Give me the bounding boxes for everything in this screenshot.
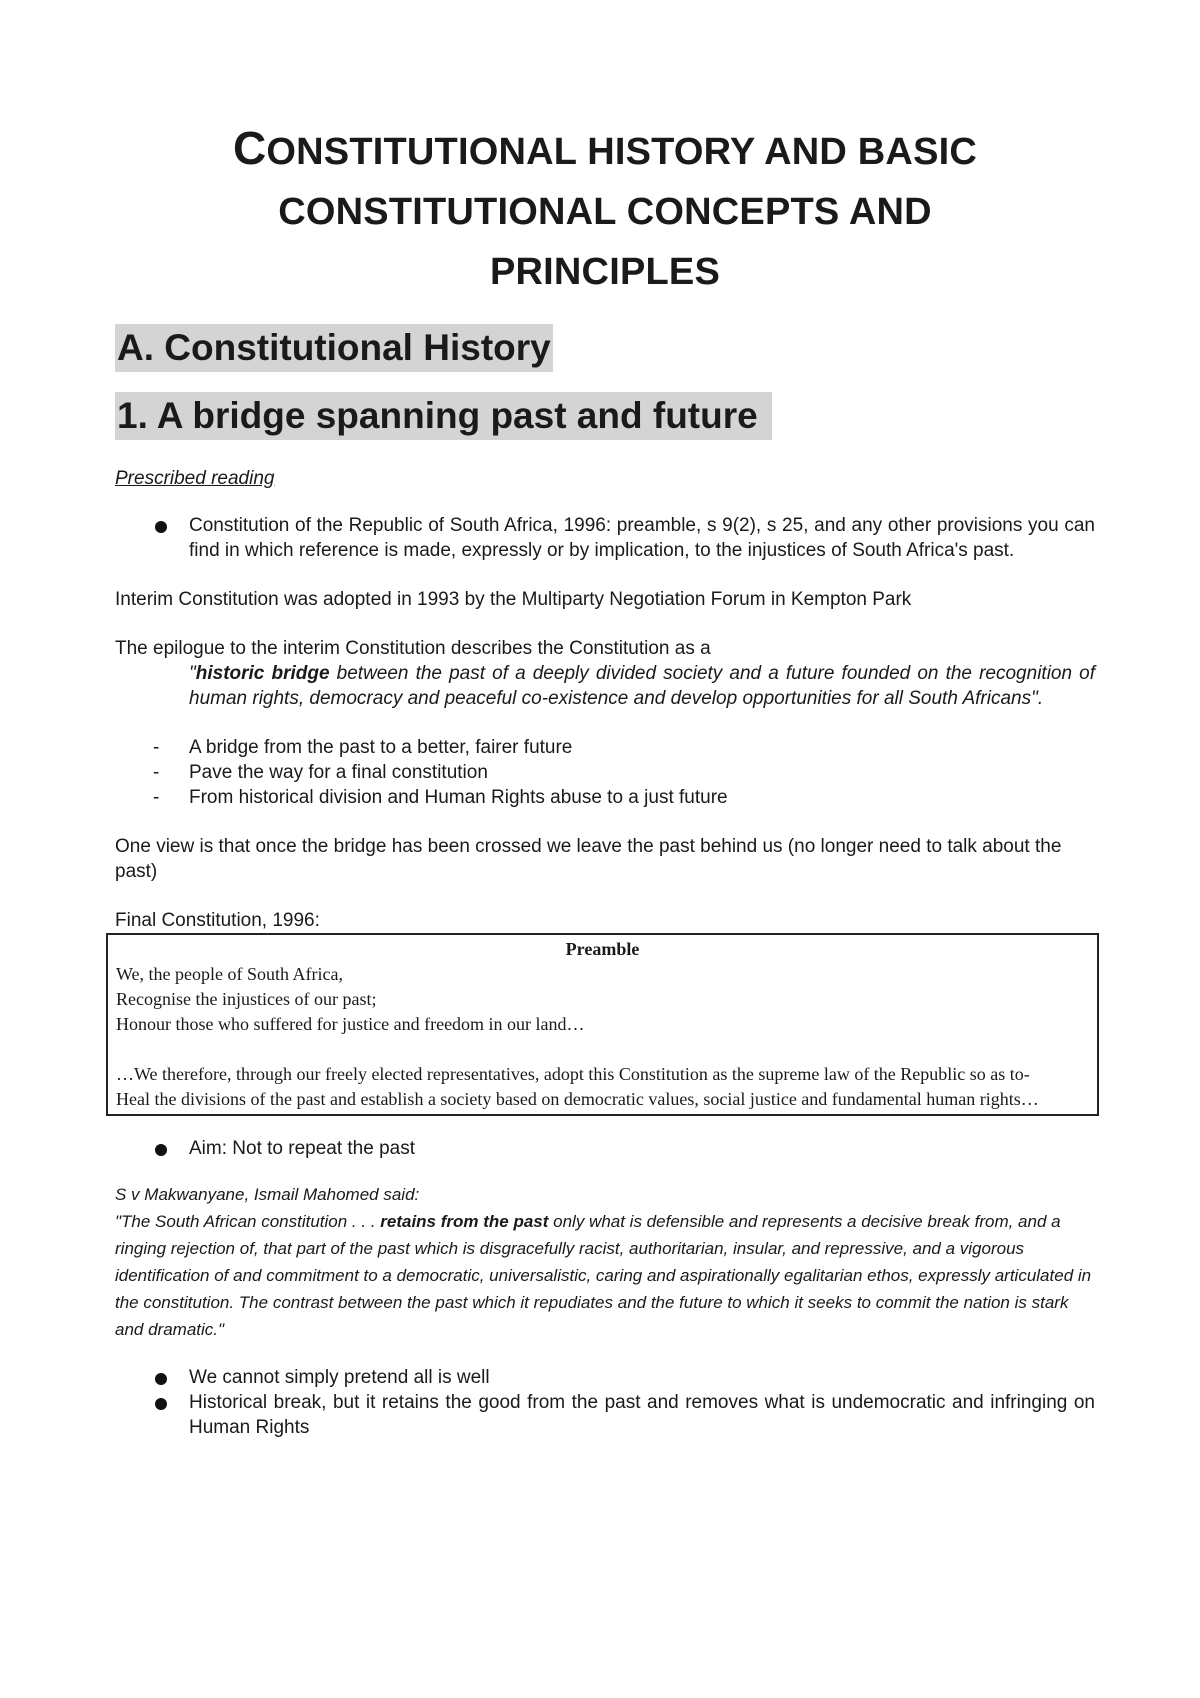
prescribed-reading-label-wrap <box>115 466 1095 491</box>
prescribed-reading-item: Constitution of the Republic of South Africa, 1996: preamble, s 9(2), s 25, and any other provisions you can find in which reference is made, expressly or by implication, to the injustices of South Africa's past. <box>115 513 1095 563</box>
conclusion-item: We cannot simply pretend all is well <box>115 1365 1095 1390</box>
case-quote-emphasis: retains from the past <box>380 1212 549 1231</box>
case-quote <box>115 1208 1095 1343</box>
prescribed-reading-list <box>115 513 1095 563</box>
case-heading: S v Makwanyane, Ismail Mahomed said: <box>115 1185 420 1204</box>
title-line-2: CONSTITUTIONAL CONCEPTS AND <box>278 191 932 233</box>
preamble-title: Preamble <box>565 939 640 959</box>
document-page <box>115 118 1095 1440</box>
preamble-blank-line <box>116 1037 1089 1062</box>
title-line-1 <box>155 118 1055 182</box>
preamble-line: We, the people of South Africa, <box>116 964 343 984</box>
case-quote-start: "The South African constitution . . . <box>115 1212 381 1231</box>
dash-item: - From historical division and Human Rights abuse to a just future <box>115 785 1095 810</box>
conclusion-list <box>115 1365 1095 1440</box>
epilogue-quote <box>115 661 1095 711</box>
prescribed-reading-label: Prescribed reading <box>115 468 275 489</box>
preamble-line: Heal the divisions of the past and establish a society based on democratic values, social justice and fundamental human rights… <box>116 1089 1039 1109</box>
quote-open-mark: " <box>189 663 196 684</box>
epilogue-quote-text: between the past of a deeply divided society and a future founded on the recognition of human rights, democracy and peaceful co-existence and develop opportunities for all South Africans <box>189 663 1095 709</box>
aim-item: Aim: Not to repeat the past <box>115 1136 1095 1161</box>
title-line-3: PRINCIPLES <box>489 251 721 293</box>
title-line-1-text: ONSTITUTIONAL HISTORY AND BASIC <box>266 131 978 173</box>
section-heading-1: 1. A bridge spanning past and future <box>115 392 772 440</box>
quote-close-mark: ". <box>1031 688 1044 709</box>
preamble-box <box>106 933 1099 1116</box>
preamble-line: …We therefore, through our freely elected representatives, adopt this Constitution as the supreme law of the Republic so as to- <box>116 1064 1030 1084</box>
final-constitution-label: Final Constitution, 1996: <box>115 910 320 931</box>
aim-list <box>115 1136 1095 1161</box>
historic-bridge-emphasis: historic bridge <box>195 663 330 684</box>
dash-item: - Pave the way for a final constitution <box>115 760 1095 785</box>
case-quote-rest: only what is defensible and represents a decisive break from, and a ringing rejection of, that part of the past which is disgracefully racist, authoritarian, insular, and repressive, and a vigorous identification of and commitment to a democratic, universalistic, caring and aspirationally egalitarian ethos, expressly articulated in the constitution. The contrast between the past which it repudiates and the future to which it seeks to commit the nation is stark and dramatic." <box>115 1212 1092 1339</box>
document-title <box>155 118 1055 302</box>
preamble-line: Recognise the injustices of our past; <box>116 989 377 1009</box>
title-initial-cap: C <box>232 122 267 174</box>
conclusion-item: Historical break, but it retains the good from the past and removes what is undemocratic and infringing on Human Rights <box>115 1390 1095 1440</box>
interim-constitution-paragraph: Interim Constitution was adopted in 1993 by the Multiparty Negotiation Forum in Kempton Park <box>115 589 912 610</box>
section-heading-a: A. Constitutional History <box>115 324 553 372</box>
dash-item: - A bridge from the past to a better, fairer future <box>115 735 1095 760</box>
one-view-paragraph: One view is that once the bridge has been crossed we leave the past behind us (no longer need to talk about the past) <box>115 836 1062 882</box>
bridge-points-list <box>115 735 1095 810</box>
preamble-line: Honour those who suffered for justice and freedom in our land… <box>116 1014 585 1034</box>
epilogue-intro: The epilogue to the interim Constitution describes the Constitution as a <box>115 638 711 659</box>
case-quote-block <box>115 1181 1095 1343</box>
